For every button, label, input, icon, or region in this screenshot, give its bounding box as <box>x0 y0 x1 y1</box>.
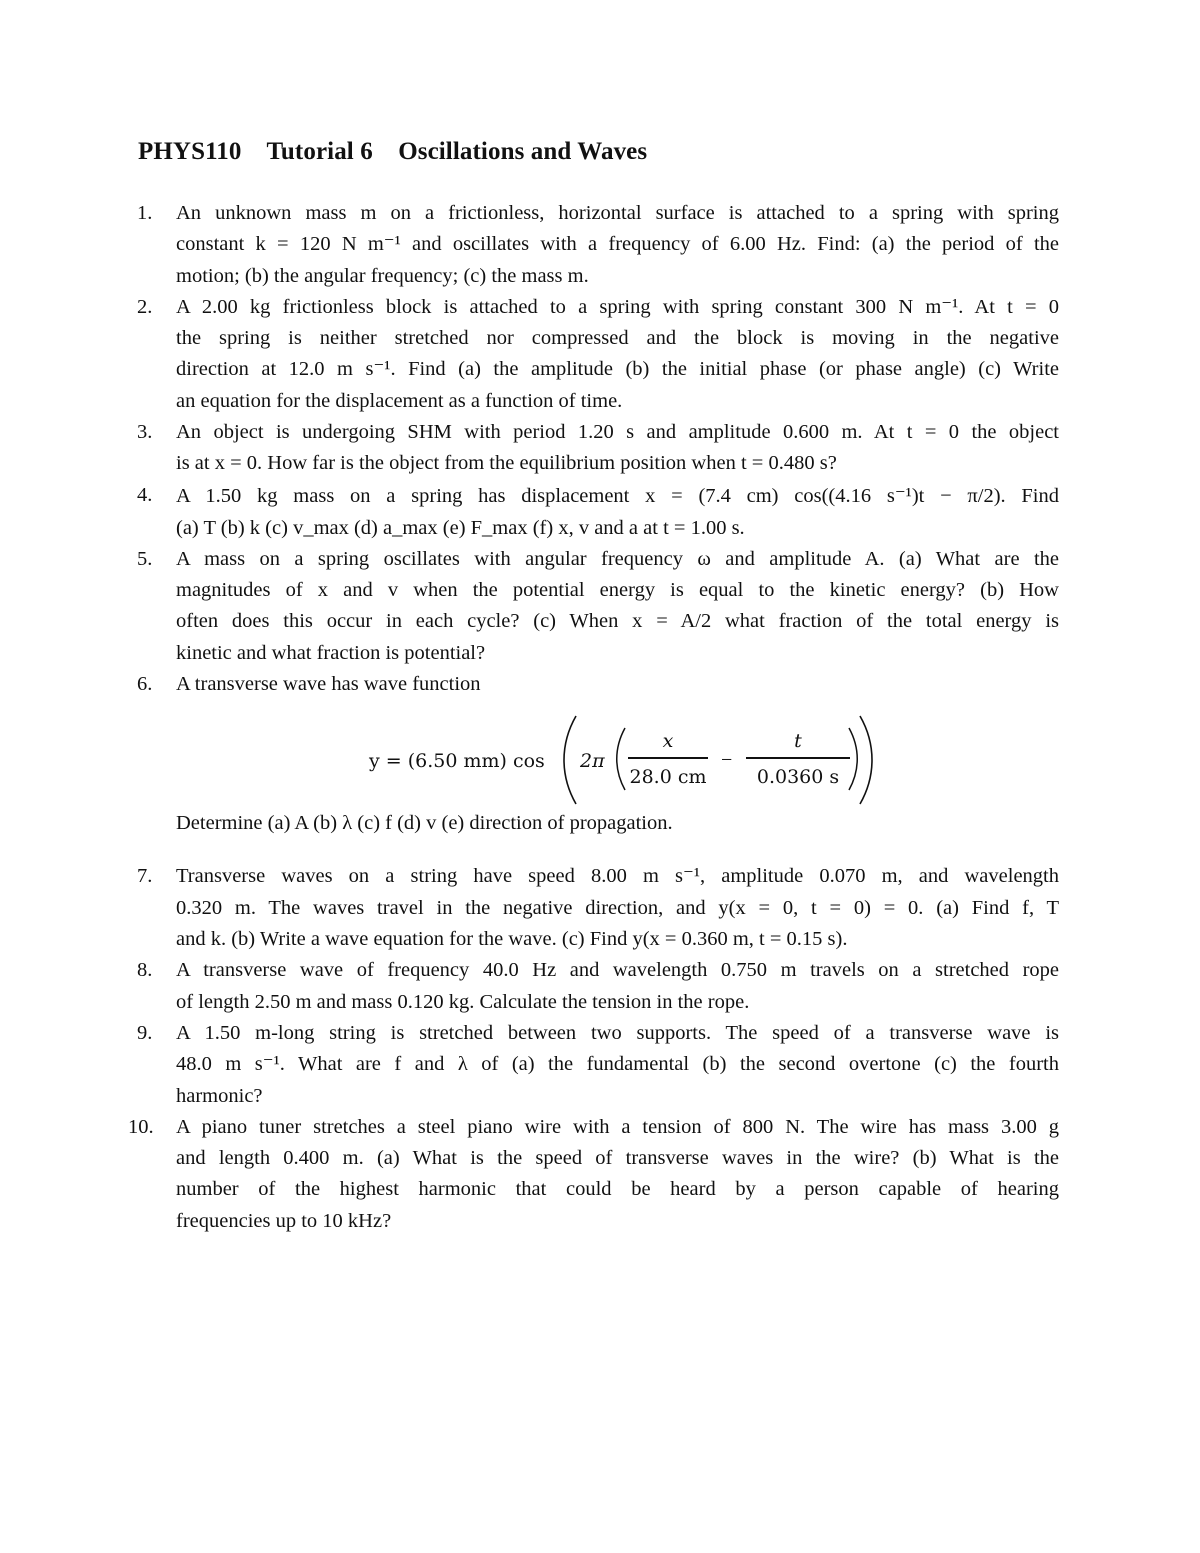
problem-text-line: Transverse waves on a string have speed 8.00 m s⁻¹, amplitude 0.070 m, and wavelength <box>176 865 1059 888</box>
problem-5 <box>0 544 1200 669</box>
problem-9 <box>0 1018 1200 1112</box>
problem-text-line: frequencies up to 10 kHz? <box>176 1209 392 1232</box>
right-paren-outer-icon <box>856 714 878 806</box>
problem-8 <box>0 955 1200 1018</box>
fraction-bar <box>746 757 850 759</box>
problem-text-line: A 1.50 m-long string is stretched between two supports. The speed of a transverse wave is <box>176 1021 1059 1044</box>
problem-text-line: motion; (b) the angular frequency; (c) the mass m. <box>176 264 589 287</box>
problem-number: 7. <box>137 865 153 888</box>
problem-10 <box>0 1112 1200 1237</box>
problem-list <box>0 198 1200 1237</box>
problem-text-line: is at x = 0. How far is the object from the equilibrium position when t = 0.480 s? <box>176 452 837 475</box>
fraction-denominator-t: 0.0360 s <box>756 766 840 789</box>
problem-text-line: and k. (b) Write a wave equation for the wave. (c) Find y(x = 0.360 m, t = 0.15 s). <box>176 928 848 951</box>
problem-text-line: often does this occur in each cycle? (c) When x = A/2 what fraction of the total energy is <box>176 610 1059 633</box>
minus-sign: − <box>721 749 733 772</box>
problem-text-line: A piano tuner stretches a steel piano wire with a tension of 800 N. The wire has mass 3.00 g <box>176 1115 1059 1138</box>
problem-text-line: constant k = 120 N m⁻¹ and oscillates with a frequency of 6.00 Hz. Find: (a) the period of the <box>176 233 1059 256</box>
problem-text-line: of length 2.50 m and mass 0.120 kg. Calculate the tension in the rope. <box>176 990 750 1013</box>
problem-text-line: an equation for the displacement as a function of time. <box>176 389 623 412</box>
problem-number: 5. <box>137 547 153 570</box>
two-pi: 2π <box>580 750 605 773</box>
problem-text-line: and length 0.400 m. (a) What is the speed of transverse waves in the wire? (b) What is the <box>176 1147 1059 1170</box>
problem-number: 2. <box>137 295 153 318</box>
problem-1 <box>0 198 1200 292</box>
problem-7 <box>0 861 1200 955</box>
problem-text-line: An object is undergoing SHM with period 1.20 s and amplitude 0.600 m. At t = 0 the object <box>176 421 1059 444</box>
problem-text-line: A transverse wave has wave function <box>176 672 481 695</box>
fraction-numerator-t: t <box>794 730 802 753</box>
problem-3 <box>0 417 1200 480</box>
fraction-bar <box>628 757 708 759</box>
problem-text-line: direction at 12.0 m s⁻¹. Find (a) the amplitude (b) the initial phase (or phase angle) (c) Write <box>176 358 1059 381</box>
problem-number: 10. <box>128 1115 154 1138</box>
problem-number: 4. <box>137 483 153 506</box>
problem-text-line: A mass on a spring oscillates with angular frequency ω and amplitude A. (a) What are the <box>176 547 1059 570</box>
problem-number: 8. <box>137 959 153 982</box>
problem-number: 9. <box>137 1021 153 1044</box>
problem-text-line: harmonic? <box>176 1084 263 1107</box>
problem-number: 3. <box>137 421 153 444</box>
fraction-denominator-x: 28.0 cm <box>629 766 707 789</box>
left-paren-inner-icon <box>612 726 628 792</box>
problem-text-line: An unknown mass m on a frictionless, horizontal surface is attached to a spring with spring <box>176 202 1059 224</box>
problem-number: 1. <box>137 202 153 224</box>
page-title: PHYS110 Tutorial 6 Oscillations and Waves <box>138 138 648 165</box>
problem-4 <box>0 480 1200 544</box>
problem-text-line: A 1.50 kg mass on a spring has displacement x = (7.4 cm) cos((4.16 s⁻¹)t − π/2). Find <box>176 484 1059 507</box>
problem-text-line: 48.0 m s⁻¹. What are f and λ of (a) the fundamental (b) the second overtone (c) the fourth <box>176 1053 1059 1076</box>
problem-text-line: A 2.00 kg frictionless block is attached to a spring with spring constant 300 N m⁻¹. At t = 0 <box>176 295 1059 318</box>
problem-text-line: A transverse wave of frequency 40.0 Hz and wavelength 0.750 m travels on a stretched rope <box>176 959 1059 982</box>
equation-lhs: y = (6.50 mm) cos <box>369 750 545 773</box>
problem-2 <box>0 292 1200 417</box>
problem-text-line: kinetic and what fraction is potential? <box>176 641 486 664</box>
problem-6 <box>0 669 1200 848</box>
left-paren-outer-icon <box>558 714 580 806</box>
problem-text-line: number of the highest harmonic that could be heard by a person capable of hearing <box>176 1178 1059 1201</box>
problem-text-line: (a) T (b) k (c) v_max (d) a_max (e) F_max (f) x, v and a at t = 1.00 s. <box>176 516 745 539</box>
problem-text-line: magnitudes of x and v when the potential energy is equal to the kinetic energy? (b) How <box>176 578 1059 601</box>
problem-number: 6. <box>137 672 153 695</box>
wave-function-equation <box>176 714 1059 802</box>
fraction-numerator-x: x <box>662 730 674 753</box>
problem-text-line: the spring is neither stretched nor compressed and the block is moving in the negative <box>176 327 1059 350</box>
problem-text-line: 0.320 m. The waves travel in the negative direction, and y(x = 0, t = 0) = 0. (a) Find f, T <box>176 896 1059 919</box>
problem-text-line: Determine (a) A (b) λ (c) f (d) v (e) direction of propagation. <box>176 812 673 835</box>
